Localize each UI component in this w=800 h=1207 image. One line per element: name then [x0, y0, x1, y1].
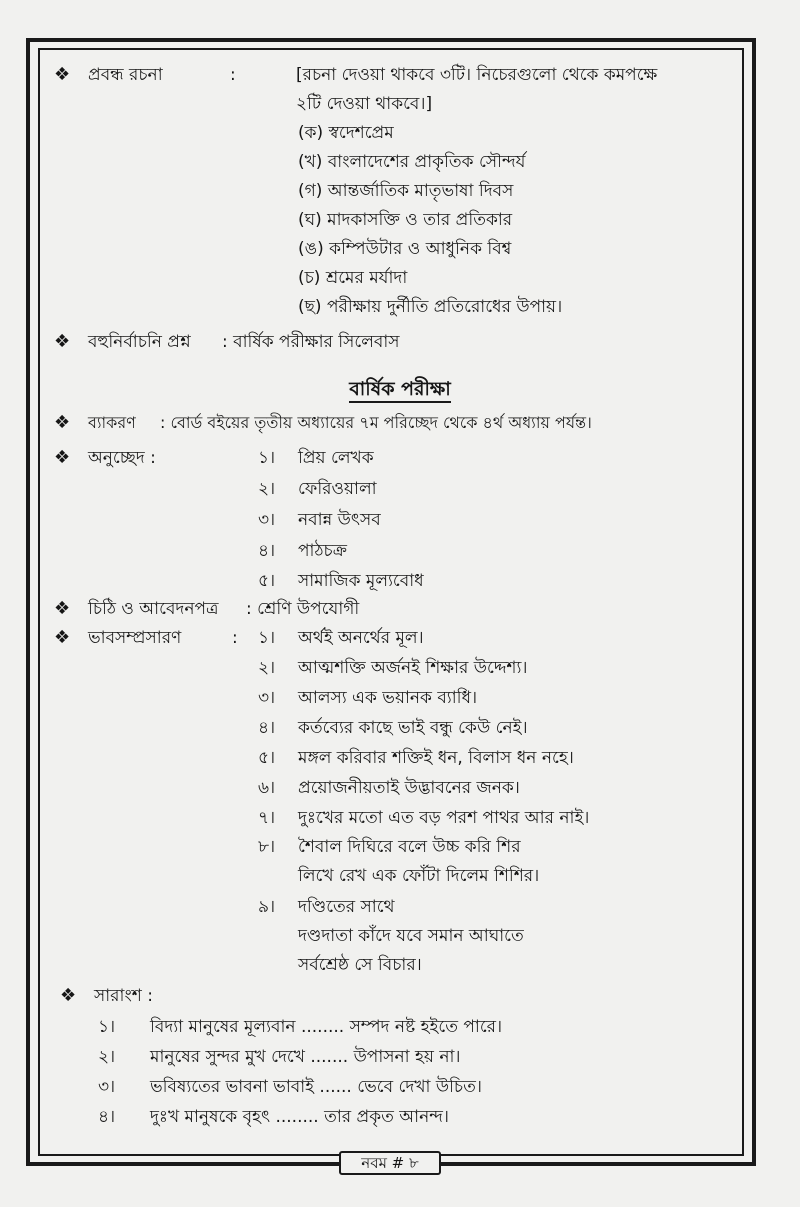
amplification-item: প্রয়োজনীয়তাই উদ্ভাবনের জনক। [298, 778, 520, 798]
amplification-item: কর্তব্যের কাছে ভাই বন্ধু কেউ নেই। [298, 718, 528, 738]
summary-num: ৩। [98, 1077, 116, 1097]
paragraph-item: পাঠচক্র [298, 541, 347, 561]
summary-num: ৪। [98, 1107, 116, 1127]
essay-item: (খ) বাংলাদেশের প্রাকৃতিক সৌন্দর্য [298, 152, 526, 172]
amplification-num: ১। [258, 628, 276, 648]
amplification-num: ৬। [258, 778, 276, 798]
amplification-item-line3: সর্বশ্রেষ্ঠ সে বিচার। [298, 955, 422, 975]
mcq-label: বহুনির্বাচনি প্রশ্ন [88, 332, 191, 352]
section-bullet-icon: ❖ [60, 985, 77, 1006]
section-bullet-icon: ❖ [54, 64, 71, 85]
letter-text: : শ্রেণি উপযোগী [246, 599, 360, 619]
amplification-item: অর্থই অনর্থের মূল। [298, 628, 424, 648]
amplification-colon: : [232, 628, 238, 648]
essay-item: (চ) শ্রমের মর্যাদা [298, 268, 408, 288]
section-bullet-icon: ❖ [54, 598, 71, 619]
amplification-num: ৪। [258, 718, 276, 738]
essay-item: (ক) স্বদেশপ্রেম [298, 123, 394, 143]
section-bullet-icon: ❖ [54, 627, 71, 648]
paragraph-num: ২। [258, 479, 276, 499]
amplification-label: ভাবসম্প্রসারণ [88, 628, 182, 648]
amplification-item: আত্মশক্তি অর্জনই শিক্ষার উদ্দেশ্য। [298, 658, 528, 678]
amplification-item-line2: লিখে রেখ এক ফোঁটা দিলেম শিশির। [298, 866, 540, 886]
amplification-num: ২। [258, 658, 276, 678]
paragraph-item: সামাজিক মূল্যবোধ [298, 571, 424, 591]
amplification-num: ৭। [258, 808, 276, 828]
letter-label: চিঠি ও আবেদনপত্র [88, 599, 219, 619]
essay-item: (ছ) পরীক্ষায় দুর্নীতি প্রতিরোধের উপায়। [298, 297, 563, 317]
summary-item: দুঃখ মানুষকে বৃহৎ ........ তার প্রকৃত আনন্দ। [150, 1107, 449, 1127]
amplification-num: ৮। [258, 837, 276, 857]
mcq-text: : বার্ষিক পরীক্ষার সিলেবাস [222, 332, 400, 352]
summary-label: সারাংশ : [94, 986, 153, 1006]
essay-note-line1: [রচনা দেওয়া থাকবে ৩টি। নিচেরগুলো থেকে কমপক্ষে [296, 65, 658, 85]
amplification-item: দণ্ডিতের সাথে [298, 897, 395, 917]
paragraph-num: ১। [258, 448, 276, 468]
essay-item: (গ) আন্তর্জাতিক মাতৃভাষা দিবস [298, 181, 514, 201]
essay-item: (ঘ) মাদকাসক্তি ও তার প্রতিকার [298, 210, 513, 230]
section-bullet-icon: ❖ [54, 412, 71, 433]
amplification-num: ৫। [258, 748, 276, 768]
paragraph-item: ফেরিওয়ালা [298, 479, 377, 499]
summary-item: ভবিষ্যতের ভাবনা ভাবাই ...... ভেবে দেখা উচিত। [150, 1077, 482, 1097]
amplification-num: ৯। [258, 897, 276, 917]
amplification-item-line2: দণ্ডদাতা কাঁদে যবে সমান আঘাতে [298, 926, 524, 946]
essay-item: (ঙ) কম্পিউটার ও আধুনিক বিশ্ব [298, 239, 512, 259]
section-bullet-icon: ❖ [54, 331, 71, 352]
essay-label: প্রবন্ধ রচনা [88, 65, 163, 85]
grammar-text: : বোর্ড বইয়ের তৃতীয় অধ্যায়ের ৭ম পরিচ্ছেদ থেকে ৪র্থ অধ্যায় পর্যন্ত। [160, 413, 592, 432]
amplification-item: দুঃখের মতো এত বড় পরশ পাথর আর নাই। [298, 808, 590, 828]
section-bullet-icon: ❖ [54, 447, 71, 468]
paragraph-num: ৩। [258, 510, 276, 530]
paragraph-label: অনুচ্ছেদ : [88, 448, 156, 468]
essay-colon: : [230, 65, 236, 85]
page-number-badge: নবম # ৮ [339, 1151, 441, 1175]
amplification-item: শৈবাল দিঘিরে বলে উচ্চ করি শির [298, 837, 521, 857]
paragraph-item: নবান্ন উৎসব [298, 510, 381, 530]
essay-note-line2: ২টি দেওয়া থাকবে।] [296, 94, 433, 114]
paragraph-item: প্রিয় লেখক [298, 448, 374, 468]
annual-exam-title: বার্ষিক পরীক্ষা [0, 377, 800, 401]
grammar-label: ব্যাকরণ [88, 413, 136, 432]
amplification-item: মঙ্গল করিবার শক্তিই ধন, বিলাস ধন নহে। [298, 748, 574, 768]
summary-item: মানুষের সুন্দর মুখ দেখে ....... উপাসনা হয় না। [150, 1047, 461, 1067]
paragraph-num: ৪। [258, 541, 276, 561]
amplification-item: আলস্য এক ভয়ানক ব্যাধি। [298, 688, 478, 708]
paragraph-num: ৫। [258, 571, 276, 591]
summary-item: বিদ্যা মানুষের মূল্যবান ........ সম্পদ নষ্ট হইতে পারে। [150, 1017, 503, 1037]
summary-num: ১। [98, 1017, 116, 1037]
amplification-num: ৩। [258, 688, 276, 708]
summary-num: ২। [98, 1047, 116, 1067]
